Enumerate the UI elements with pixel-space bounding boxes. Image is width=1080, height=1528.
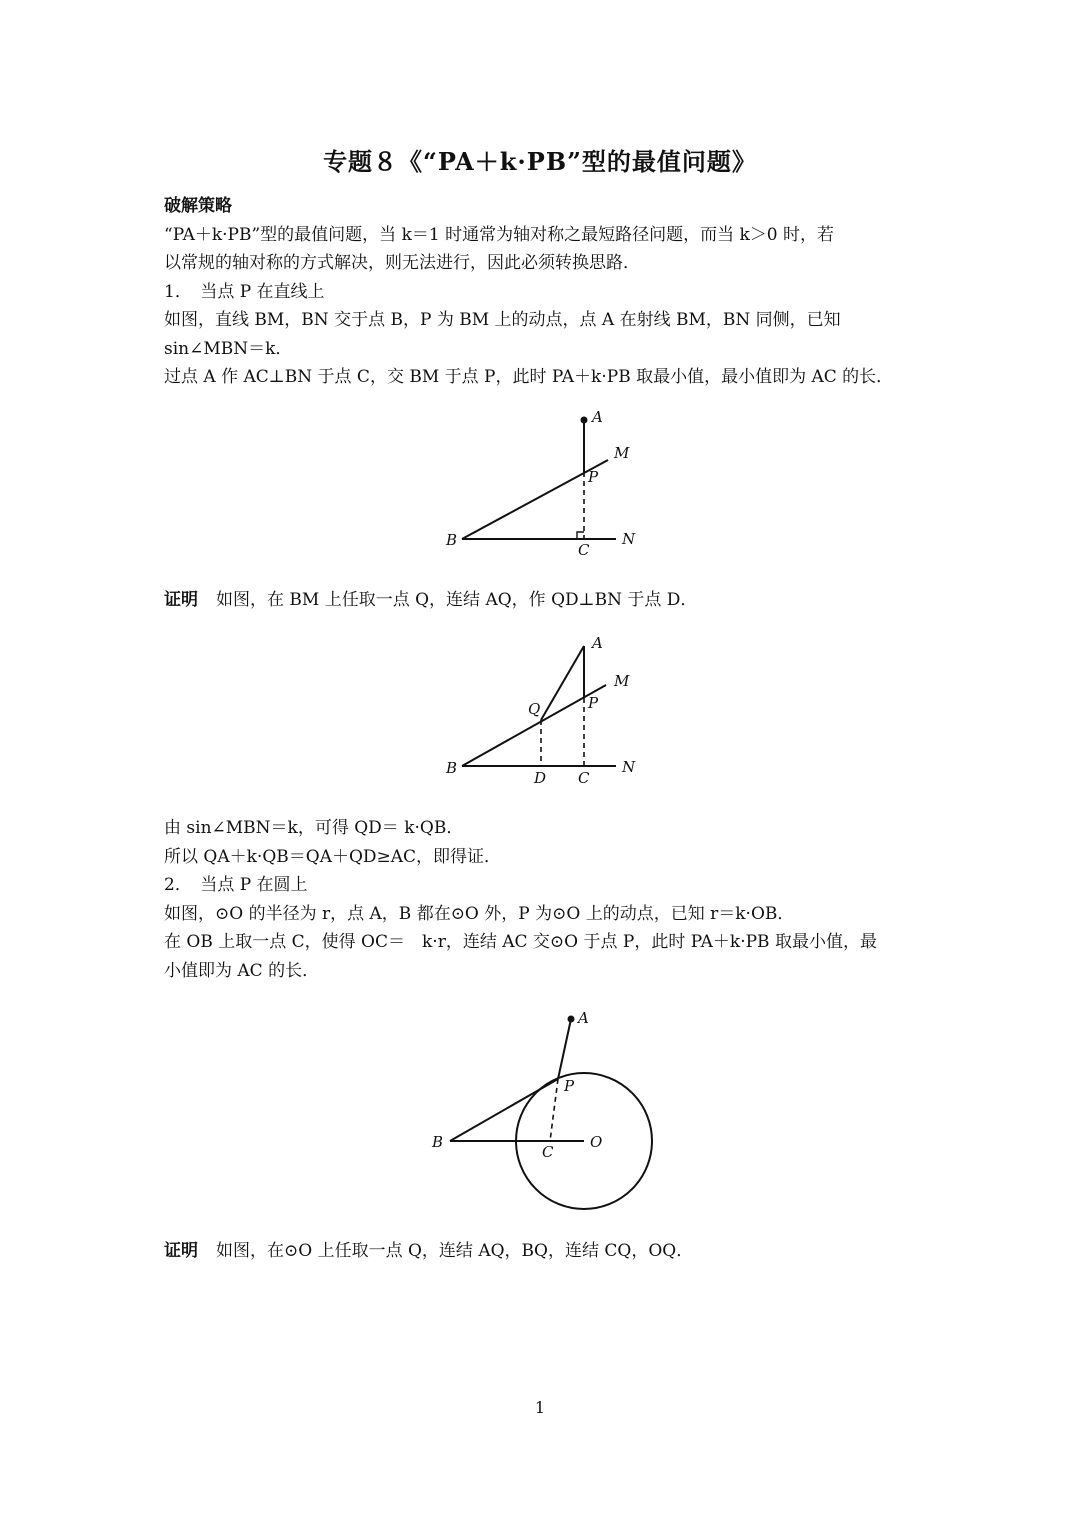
label-b: B <box>446 759 458 777</box>
proof1-text: 如图，在 BM 上任取一点 Q，连结 AQ，作 QD⊥BN 于点 D． <box>216 590 698 610</box>
case1-line-1: 如图，直线 BM，BN 交于点 B，P 为 BM 上的动点，点 A 在射线 BM，BN 同侧，已知 <box>164 310 841 330</box>
label-a: A <box>592 634 603 652</box>
point-a <box>568 1016 575 1023</box>
label-p: P <box>588 468 599 486</box>
label-n: N <box>622 758 636 776</box>
intro-line-2: 以常规的轴对称的方式解决，则无法进行，因此必须转换思路． <box>164 253 640 273</box>
label-c: C <box>578 541 590 559</box>
after-proof1-line-2: 所以 QA＋k·QB＝QA＋QD≥AC，即得证． <box>164 846 502 867</box>
section-heading: 破解策略 <box>164 196 232 216</box>
figure-1 <box>430 400 660 570</box>
figure-2 <box>430 630 660 790</box>
case1-line-3: 过点 A 作 AC⊥BN 于点 C，交 BM 于点 P，此时 PA＋k·PB 取最小值，最小值即为 AC 的长． <box>164 367 894 387</box>
intro-block <box>164 192 934 392</box>
case2-heading: 2． 当点 P 在圆上 <box>164 875 308 895</box>
label-a: A <box>592 408 603 426</box>
label-c: C <box>542 1143 554 1161</box>
case2-line-1: 如图，⊙O 的半径为 r，点 A，B 都在⊙O 外，P 为⊙O 上的动点，已知 r＝k·OB． <box>164 903 795 924</box>
label-b: B <box>446 531 458 549</box>
proof2-text: 如图，在⊙O 上任取一点 Q，连结 AQ，BQ，连结 CQ，OQ． <box>216 1241 694 1261</box>
label-d: D <box>534 769 547 787</box>
page-title: 专题８《“PA＋k·PB”型的最值问题》 <box>323 147 757 176</box>
label-m: M <box>614 444 630 462</box>
segment-bp <box>450 1079 558 1141</box>
proof2-label: 证明 <box>164 1241 198 1261</box>
segment-ap <box>558 1019 571 1079</box>
case2-line-2: 在 OB 上取一点 C，使得 OC＝ k·r，连结 AC 交⊙O 于点 P，此时 PA＋k·PB 取最小值，最 <box>164 932 877 952</box>
case2-block <box>164 814 934 985</box>
point-a <box>581 417 588 424</box>
label-c: C <box>578 769 590 787</box>
proof2-block <box>164 1237 934 1266</box>
case1-heading: 1． 当点 P 在直线上 <box>164 281 325 302</box>
label-o: O <box>590 1133 603 1151</box>
case1-line-2: sin∠MBN＝k． <box>164 338 293 359</box>
label-m: M <box>614 672 630 690</box>
right-angle-mark <box>577 532 584 539</box>
case2-line-3: 小值即为 AC 的长． <box>164 960 320 981</box>
label-a: A <box>578 1009 589 1027</box>
label-b: B <box>432 1133 444 1151</box>
proof1-label: 证明 <box>164 590 198 610</box>
label-q: Q <box>528 700 541 718</box>
segment-pc <box>550 1079 558 1141</box>
line-bm <box>462 460 608 539</box>
figure-3 <box>420 1005 680 1235</box>
after-proof1-line-1: 由 sin∠MBN＝k，可得 QD＝ k·QB． <box>164 818 464 838</box>
label-p: P <box>564 1077 575 1095</box>
proof1-block <box>164 586 934 615</box>
intro-line-1: “PA＋k·PB”型的最值问题，当 k＝1 时通常为轴对称之最短路径问题，而当 k＞0 时，若 <box>164 224 835 245</box>
page-number: 1 <box>534 1398 546 1417</box>
label-n: N <box>622 530 636 548</box>
label-p: P <box>588 694 599 712</box>
